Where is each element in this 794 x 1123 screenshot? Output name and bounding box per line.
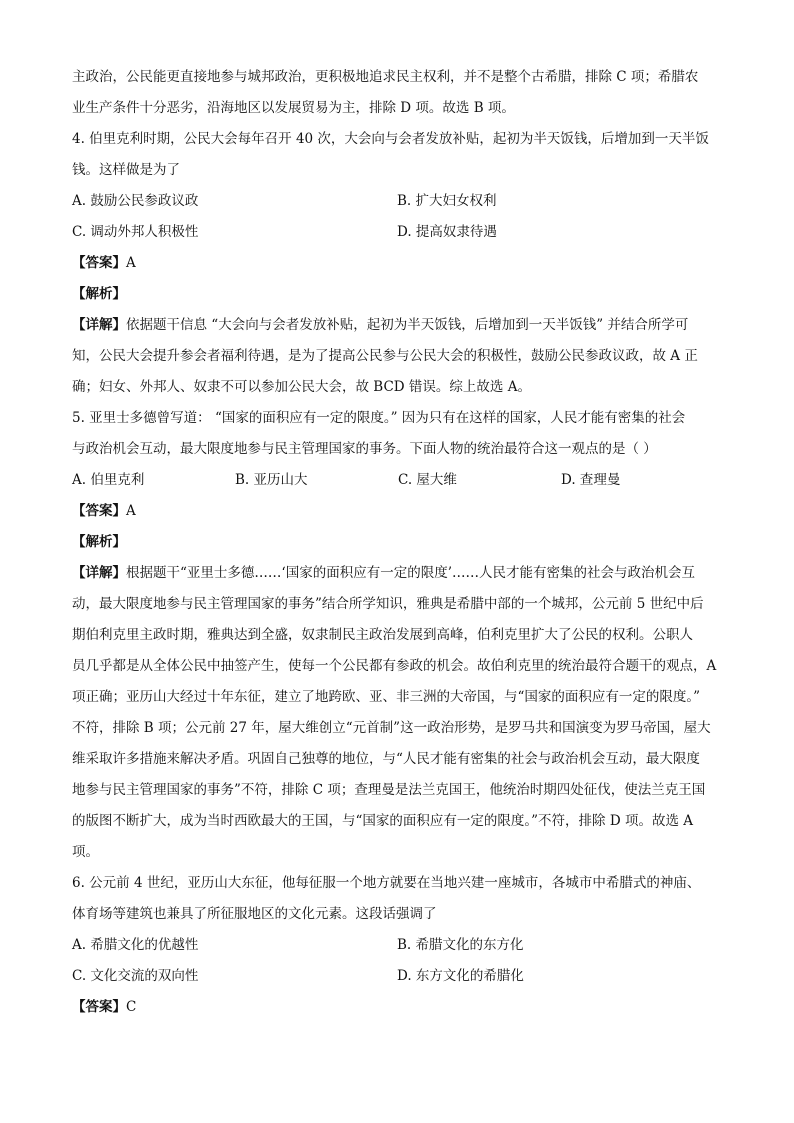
question-4-stem: 钱。这样做是为了: [72, 162, 180, 178]
question-6-option-c: C. 文化交流的双向性: [72, 968, 199, 984]
answer-tag: 【答案】: [72, 503, 126, 519]
answer-tag: 【答案】: [72, 255, 126, 271]
analysis-tag: 【解析】: [72, 534, 126, 550]
question-4-option-a: A. 鼓励公民参政议政: [72, 193, 199, 209]
question-5-analysis-heading: [72, 527, 752, 558]
question-5-detail: 项。: [72, 844, 99, 860]
document-page: [72, 62, 752, 1023]
question-6-options-row: [72, 930, 752, 961]
answer-value: A: [126, 503, 136, 519]
question-5-answer: [72, 496, 752, 527]
intro-line: 主政治，公民能更直接地参与城邦政治，更积极地追求民主权利，并不是整个古希腊，排除 C 项；希腊农: [72, 69, 699, 85]
question-5-option-a: A. 伯里克利: [72, 472, 145, 488]
question-6-option-d: D. 东方文化的希腊化: [397, 968, 524, 984]
detail-text: 依据题干信息 “大会向与会者发放补贴，起初为半天饭钱，后增加到一天半饭钱” 并结合所学可: [126, 317, 689, 333]
question-5-detail: 动，最大限度地参与民主管理国家的事务”结合所学知识，雅典是希腊中部的一个城邦，公元前 5 世纪中后: [72, 596, 704, 612]
question-5-options-row: [72, 465, 752, 496]
question-4-options-row: [72, 186, 752, 217]
question-5-stem: 5. 亚里士多德曾写道： “国家的面积应有一定的限度。” 因为只有在这样的国家，人民才能有密集的社会: [72, 410, 686, 426]
question-5-detail: 地参与民主管理国家的事务”不符，排除 C 项；查理曼是法兰克国王，他统治时期四处征伐，使法兰克王国: [72, 782, 706, 798]
question-5-option-c: C. 屋大维: [398, 472, 457, 488]
question-6-stem: 体育场等建筑也兼具了所征服地区的文化元素。这段话强调了: [72, 906, 437, 922]
question-4-detail: [72, 310, 752, 341]
detail-text: 根据题干“亚里士多德……‘国家的面积应有一定的限度’……人民才能有密集的社会与政治机会互: [126, 565, 695, 581]
intro-line: 业生产条件十分恶劣，沿海地区以发展贸易为主，排除 D 项。故选 B 项。: [72, 100, 515, 116]
question-5-detail: 期伯利克里主政时期，雅典达到全盛，奴隶制民主政治发展到高峰，伯利克里扩大了公民的权利。公职人: [72, 627, 693, 643]
question-4-option-d: D. 提高奴隶待遇: [397, 224, 497, 240]
question-4-detail: 知，公民大会提升参会者福利待遇，是为了提高公民参与公民大会的积极性，鼓励公民参政议政，故 A 正: [72, 348, 698, 364]
question-6-options-row: [72, 961, 752, 992]
detail-tag: 【详解】: [72, 317, 126, 333]
detail-tag: 【详解】: [72, 565, 126, 581]
answer-value: A: [126, 255, 136, 271]
analysis-tag: 【解析】: [72, 286, 126, 302]
question-4-detail: 确；妇女、外邦人、奴隶不可以参加公民大会，故 BCD 错误。综上故选 A。: [72, 379, 531, 395]
question-5-detail: 维采取许多措施来解决矛盾。巩固自己独尊的地位，与“人民才能有密集的社会与政治机会互动，最大限度: [72, 751, 700, 767]
question-4-answer: [72, 248, 752, 279]
question-5-detail: 不符，排除 B 项；公元前 27 年，屋大维创立“元首制”这一政治形势，是罗马共和国演变为罗马帝国，屋大: [72, 720, 711, 736]
question-5-detail: 员几乎都是从全体公民中抽签产生，使每一个公民都有参政的机会。故伯利克里的统治最符合题干的观点，A: [72, 658, 717, 674]
question-5-stem: 与政治机会互动，最大限度地参与民主管理国家的事务。下面人物的统治最符合这一观点的是（ ）: [72, 441, 657, 457]
question-4-options-row: [72, 217, 752, 248]
question-6-option-a: A. 希腊文化的优越性: [72, 937, 199, 953]
question-5-option-d: D. 查理曼: [561, 472, 621, 488]
question-4-stem: 4. 伯里克利时期，公民大会每年召开 40 次，大会向与会者发放补贴，起初为半天饭钱，后增加到一天半饭: [72, 131, 709, 147]
question-5-option-b: B. 亚历山大: [235, 472, 308, 488]
question-5-detail: 的版图不断扩大，成为当时西欧最大的王国，与“国家的面积应有一定的限度。”不符，排除 D 项。故选 A: [72, 813, 693, 829]
answer-value: C: [126, 999, 137, 1015]
question-6-answer: [72, 992, 752, 1023]
question-5-detail: 项正确；亚历山大经过十年东征，建立了地跨欧、亚、非三洲的大帝国，与“国家的面积应有一定的限度。”: [72, 689, 701, 705]
question-4-option-b: B. 扩大妇女权利: [397, 193, 497, 209]
question-5-detail: [72, 558, 752, 589]
answer-tag: 【答案】: [72, 999, 126, 1015]
question-4-analysis-heading: [72, 279, 752, 310]
question-4-option-c: C. 调动外邦人积极性: [72, 224, 199, 240]
question-6-stem: 6. 公元前 4 世纪，亚历山大东征，他每征服一个地方就要在当地兴建一座城市，各城市中希腊式的神庙、: [72, 875, 701, 891]
question-6-option-b: B. 希腊文化的东方化: [397, 937, 524, 953]
